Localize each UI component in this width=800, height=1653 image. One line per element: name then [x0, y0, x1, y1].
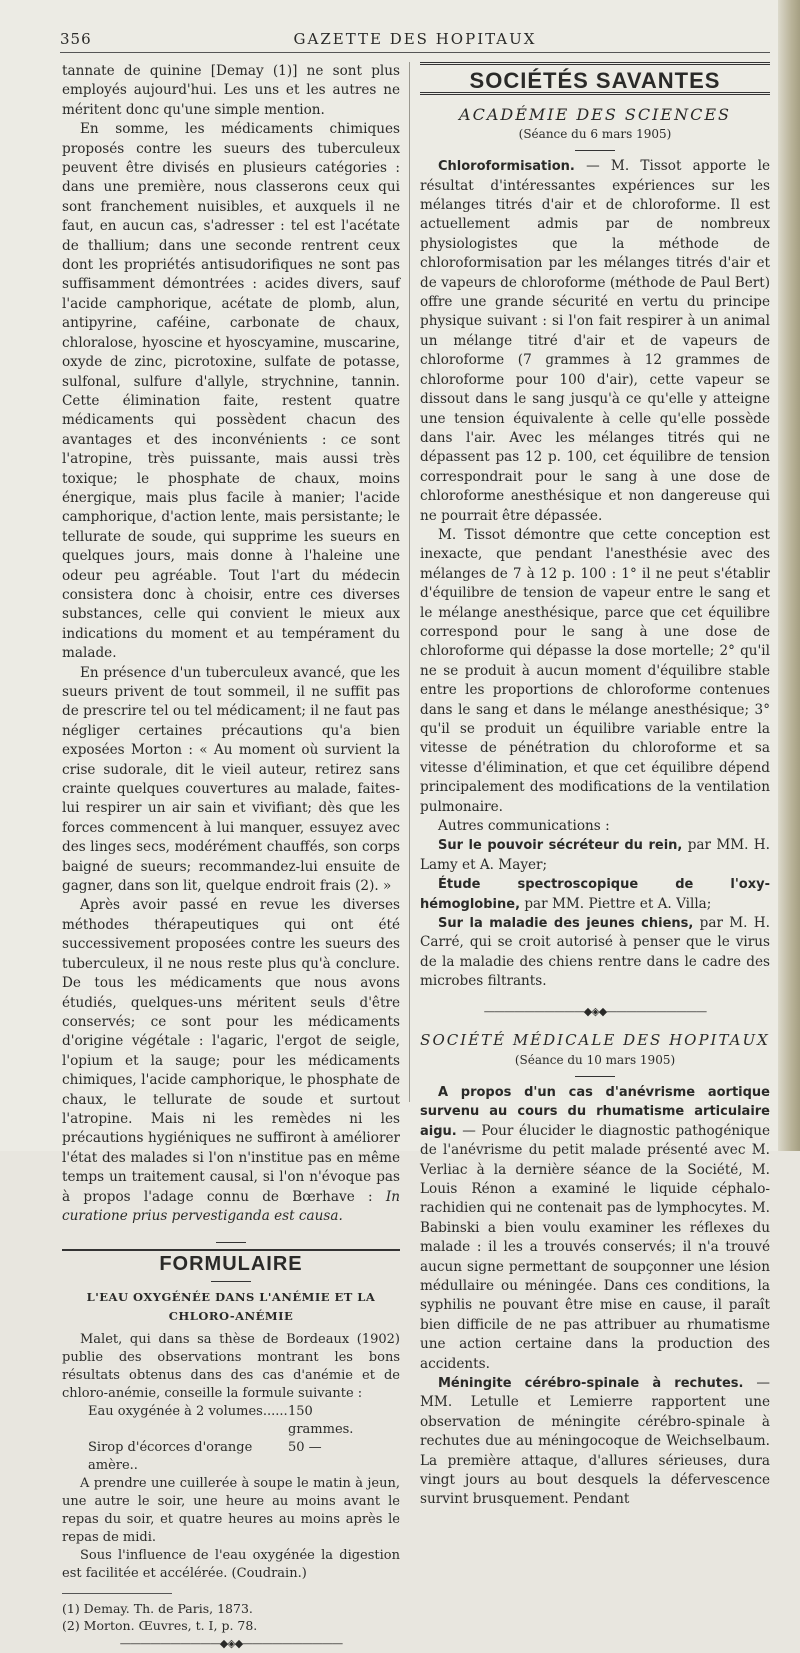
section-title: SOCIÉTÉS SAVANTES	[469, 68, 721, 93]
communication	[420, 836, 770, 875]
paragraph-text: — MM. Letulle et Lemierre rapportent une observation de méningite cérébro-spinale à rechutes due au méningocoque de Weichselbaum. La première attaque, d'allures sérieuses, dura vingt jours au bout desquels la défervescence survint brusquement. Pendant	[420, 1375, 771, 1508]
formula-qty: 50 —	[288, 1439, 322, 1455]
formula-item: Eau oxygénée à 2 volumes......	[88, 1403, 288, 1419]
communication-title: Sur la maladie des jeunes chiens,	[438, 916, 694, 932]
paragraph: Sous l'influence de l'eau oxygénée la digestion est facilitée et accélérée. (Coudrain.)	[62, 1547, 400, 1581]
formulaire-title: FORMULAIRE	[159, 1253, 303, 1276]
paragraph: Autres communications :	[438, 818, 610, 835]
page-number: 356	[60, 30, 92, 48]
communication	[420, 875, 770, 914]
paragraph-heading: A propos d'un cas d'anévrisme aortique survenu au cours du rhumatisme articulaire aigu.	[420, 1084, 770, 1139]
paragraph: A prendre une cuillerée à soupe le matin à jeun, une autre le soir, une heure au moins avant le repas du soir, et quatre heures au moins après le repas de midi.	[62, 1475, 400, 1545]
separator	[575, 1076, 615, 1077]
separator	[216, 1242, 246, 1243]
communication-authors: par M. H. Carré, qui se croit autorisé à penser que le virus de la maladie des chiens rentre dans le cadre des microbes filtrants.	[420, 915, 770, 990]
paragraph: En somme, les médicaments chimiques proposés contre les sueurs des tuberculeux peuvent être divisés en plusieurs catégories : dans une première, nous classerons ceux qui sont franchement nuisibles, et auxquels il ne faut, en aucun cas, s'adresser : tel est l'acétate de thallium; dans une seconde rentrent ceux dont les propriétés antisudorifiques ne sont pas suffisamment démontrées : acides divers, sauf l'acide camphorique, acétate de plomb, alun, antipyrine, caféine, carbonate de chaux, chloralose, hyoscine et hyoscyamine, muscarine, oxyde de zinc, picrotoxine, sulfate de potasse, sulfonal, sulfure d'allyle, strychnine, tannin. Cette élimination faite, restent quatre médicaments qui possèdent chacun des avantages et des inconvénients : ce sont l'atropine, très puissante, mais aussi très toxique; le phosphate de chaux, moins énergique, mais plus facile à manier; l'acide camphorique, d'action lente, mais persistante; le tellurate de soude, qui supprime les sueurs en quelques jours, mais donne à l'haleine une odeur peu agréable. Tout l'art du médecin consistera donc à choisir, entre ces diverses substances, celle qui convient le mieux aux indications du moment et au tempérament du malade.	[62, 121, 400, 662]
header-rule	[60, 52, 770, 53]
paragraph: tannate de quinine [Demay (1)] ne sont plus employés aujourd'hui. Les uns et les autres ne méritent donc qu'une simple mention.	[62, 63, 400, 118]
formula-row	[62, 1403, 400, 1439]
separator	[211, 1281, 251, 1282]
paragraph: Malet, qui dans sa thèse de Bordeaux (1902) publie des observations montrant les bons résultats obtenus dans des cas d'anémie et de chloro-anémie, conseille la formule suivante :	[62, 1331, 400, 1401]
communication-authors: par MM. Piettre et A. Villa;	[524, 895, 712, 912]
communication-title: Sur le pouvoir sécréteur du rein,	[438, 838, 683, 854]
paragraph	[420, 1374, 770, 1510]
right-column	[420, 62, 770, 1510]
footnotes	[62, 1600, 400, 1634]
running-title: GAZETTE DES HOPITAUX	[293, 30, 537, 48]
page-edge	[778, 0, 800, 1151]
section-rule	[62, 1249, 400, 1251]
paragraph-heading: Chloroformisation.	[438, 159, 575, 175]
footnote: (2) Morton. Œuvres, t. I, p. 78.	[62, 1617, 258, 1633]
running-header	[60, 30, 770, 52]
paragraph-text: — M. Tissot apporte le résultat d'intéressantes expériences sur les mélanges titrés d'air et de chloroforme. Il est actuellement admis par de nombreux physiologistes que la méthode de chloroformisation par les mélanges titrés d'air et de vapeurs de chloroforme (méthode de Paul Bert) offre une grande sécurité en vertu du principe physique suivant : si l'on fait respirer à un animal un mélange titré d'air et de vapeurs de chloroforme (7 grammes à 12 grammes de chloroforme pour 100 d'air), cette vapeur se dissout dans le sang jusqu'à ce qu'elle y atteigne une tension équivalente à celle qu'elle possède dans l'air. Avec les mélanges titrés qui ne dépassent pas 12 p. 100, cet équilibre de tension correspondrait pour le sang à une dose de chloroforme anesthésique et non dangereuse qui ne pourrait être dépassée.	[420, 158, 770, 524]
section-rule	[420, 62, 770, 65]
formulaire-heading: L'EAU OXYGÉNÉE DANS L'ANÉMIE ET LA CHLORO-ANÉMIE	[86, 1289, 376, 1324]
paragraph	[62, 896, 400, 1226]
paragraph-heading: Méningite cérébro-spinale à rechutes.	[438, 1376, 744, 1391]
separator	[575, 150, 615, 151]
paragraph	[420, 157, 770, 526]
fleuron: ——————————◆◈◆——————————	[483, 1004, 707, 1018]
communication-authors: par MM. H. Lamy et A. Mayer;	[420, 837, 770, 873]
sitting-date: (Séance du 10 mars 1905)	[514, 1052, 676, 1067]
formula-qty: 150 grammes.	[288, 1403, 354, 1437]
paragraph-text: Après avoir passé en revue les diverses méthodes thérapeutiques qui ont été successivement proposées contre les sueurs des tuberculeux, il ne nous reste plus qu'à conclure. De tous les médicaments que nous avons étudiés, quelques-uns méritent seuls d'être conservés; ce sont pour les médicaments d'origine végétale : l'agaric, l'ergot de seigle, l'opium et la sauge; pour les médicaments chimiques, l'acide camphorique, le phosphate de chaux, le tellurate de soude et surtout l'atropine. Mais ni les remèdes ni les précautions hygiéniques ne suffiront à améliorer l'état des malades si l'on n'institue pas en même temps un traitement causal, si l'on n'évoque pas à propos l'adage connu de Bœrhave :	[62, 897, 400, 1205]
societe-title: SOCIÉTÉ MÉDICALE DES HOPITAUX	[420, 1031, 770, 1050]
formula	[62, 1403, 400, 1475]
paragraph-text: — Pour élucider le diagnostic pathogénique de l'anévrisme du petit malade présenté avec M. Verliac à la dernière séance de la Société, M. Louis Rénon a examiné le liquide céphalo-rachidien qui ne contenait pas de lymphocytes. M. Babinski a bien voulu examiner les réflexes du malade : il les a trouvés conservés; il n'a trouvé aucun signe permettant de soupçonner une lésion médullaire ou méningée. Dans ces conditions, la syphilis ne pouvant être mise en cause, il paraît bien difficile de ne pas attribuer au rhumatisme une action certaine dans la production des accidents.	[420, 1122, 770, 1372]
paragraph: En présence d'un tuberculeux avancé, que les sueurs privent de tout sommeil, il ne suffit pas de prescrire tel ou tel médicament; il ne faut pas négliger certaines précautions qu'a bien exposées Morton : « Au moment où survient la crise sudorale, dit le vieil auteur, retirez sans crainte quelques couvertures au malade, faites-lui respirer un air sain et vivifiant; dès que les forces commencent à lui manquer, essuyez avec des linges secs, modérément chauffés, son corps baigné de sueurs; recommandez-lui ensuite de gagner, dans son lit, quelque endroit frais (2). »	[62, 664, 400, 895]
footnote: (1) Demay. Th. de Paris, 1873.	[62, 1600, 253, 1616]
formula-item: Sirop d'écorces d'orange amère..	[88, 1439, 253, 1473]
formula-row	[62, 1439, 400, 1475]
left-column	[62, 62, 400, 1653]
latin-quote: In curatione prius pervestiganda est causa.	[62, 1188, 401, 1224]
communication-title: Étude spectroscopique de l'oxy-hémoglobine,	[420, 877, 770, 912]
column-divider	[409, 62, 410, 1102]
paragraph	[420, 1083, 770, 1374]
paragraph: M. Tissot démontre que cette conception est inexacte, que pendant l'anesthésie avec des mélanges de 7 à 12 p. 100 : 1° il ne peut s'établir d'équilibre de tension de vapeur entre le sang et le mélange anesthésique, parce que cet équilibre correspond pour le sang à une dose de chloroforme qui dépasse la dose mortelle; 2° qu'il ne se produit à aucun moment d'équilibre stable entre les proportions de chloroforme contenues dans le sang et dans le mélange anesthésique; 3° qu'il se produit un équilibre variable entre la vitesse de pénétration du chloroforme et sa vitesse d'élimination, et que cet équilibre dépend principalement des modifications de la ventilation pulmonaire.	[420, 526, 770, 815]
academie-title: ACADÉMIE DES SCIENCES	[459, 105, 731, 125]
sitting-date: (Séance du 6 mars 1905)	[518, 126, 672, 141]
communication	[420, 914, 770, 992]
notes-rule	[62, 1593, 172, 1594]
fleuron: ——————————◆◈◆——————————	[119, 1636, 343, 1650]
